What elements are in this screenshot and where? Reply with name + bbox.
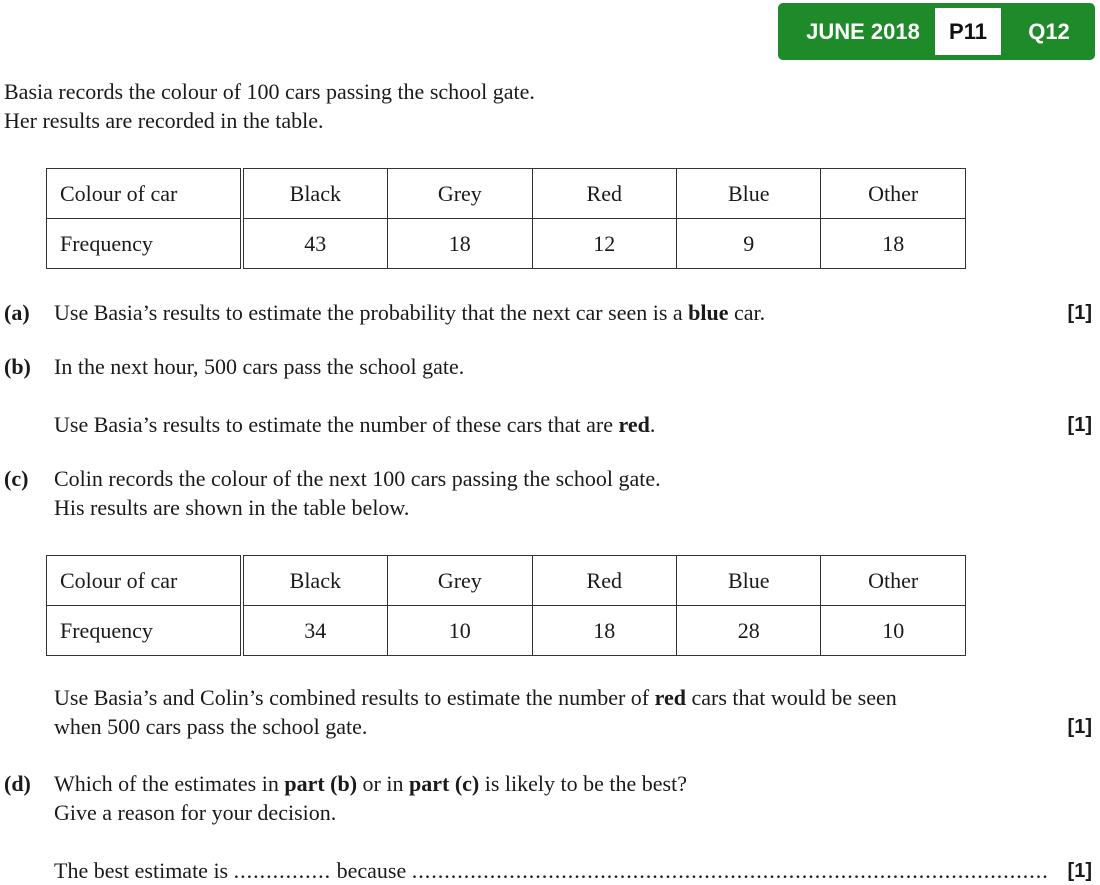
part-d-line-2: Give a reason for your decision.	[54, 800, 337, 825]
part-d-bold-b: part (b)	[284, 771, 358, 796]
table-cell-frequency: 10	[388, 606, 532, 656]
question-badge	[778, 3, 1095, 60]
table-cell-frequency: 28	[676, 606, 820, 656]
table-cell-frequency: 18	[821, 219, 966, 269]
part-c-bold: red	[654, 685, 686, 710]
paper-number: P11	[935, 8, 1001, 55]
part-b-marks: [1]	[1067, 414, 1092, 436]
part-c-text-end: cars that would be seen	[686, 685, 897, 710]
part-c-question-line-1	[54, 684, 897, 712]
table-row-colours	[47, 556, 966, 606]
part-b-bold: red	[618, 412, 650, 437]
part-b-label: (b)	[4, 354, 31, 379]
frequency-table-basia	[46, 168, 966, 269]
table-cell-frequency: 34	[242, 606, 388, 656]
exam-date: JUNE 2018	[806, 19, 920, 44]
part-a-bold: blue	[688, 300, 729, 325]
table-row-frequencies	[47, 219, 966, 269]
part-d-text: Which of the estimates in	[54, 771, 285, 796]
part-c-line-2: His results are shown in the table below.	[54, 495, 410, 520]
table-cell-colour: Black	[242, 556, 388, 606]
part-a-text-end: car.	[728, 300, 766, 325]
table-row-label: Frequency	[47, 606, 242, 656]
intro-line-2: Her results are recorded in the table.	[4, 108, 324, 133]
table-cell-frequency: 9	[676, 219, 820, 269]
answer-because: because	[336, 858, 407, 883]
table-row-frequencies	[47, 606, 966, 656]
table-cell-frequency: 18	[532, 606, 676, 656]
table-row-colours	[47, 169, 966, 219]
part-c-text: Use Basia’s and Colin’s combined results to estimate the number of	[54, 685, 655, 710]
table-cell-frequency: 10	[821, 606, 966, 656]
part-b-line-2	[54, 411, 655, 439]
table-cell-colour: Black	[242, 169, 388, 219]
table-cell-colour: Other	[821, 556, 966, 606]
part-c-marks: [1]	[1067, 716, 1092, 738]
part-d-label: (d)	[4, 771, 31, 796]
table-cell-colour: Grey	[388, 556, 532, 606]
part-c-line-1: Colin records the colour of the next 100 cars passing the school gate.	[54, 466, 661, 491]
part-d-text-mid: or in	[357, 771, 409, 796]
part-c-question-line-2: when 500 cars pass the school gate.	[54, 714, 368, 739]
part-d-answer-line	[54, 857, 1049, 885]
table-cell-colour: Red	[532, 556, 676, 606]
table-cell-colour: Grey	[388, 169, 532, 219]
intro-line-1: Basia records the colour of 100 cars passing the school gate.	[4, 79, 535, 104]
answer-prompt: The best estimate is	[54, 858, 229, 883]
table-row-label: Frequency	[47, 219, 242, 269]
table-cell-colour: Other	[821, 169, 966, 219]
part-d-line-1	[54, 770, 687, 798]
answer-blank-short[interactable]: ...............	[233, 858, 332, 883]
part-b-text: Use Basia’s results to estimate the number of these cars that are	[54, 412, 619, 437]
table-header-label: Colour of car	[47, 169, 242, 219]
table-cell-frequency: 43	[242, 219, 388, 269]
part-a-text: Use Basia’s results to estimate the probability that the next car seen is a	[54, 300, 689, 325]
answer-blank-long[interactable]: ..................................................................................................	[411, 858, 1049, 883]
table-header-label: Colour of car	[47, 556, 242, 606]
part-b-text-end: .	[649, 412, 656, 437]
frequency-table-colin	[46, 555, 966, 656]
table-cell-frequency: 18	[388, 219, 532, 269]
part-d-marks: [1]	[1064, 857, 1092, 885]
part-a-label: (a)	[4, 300, 30, 325]
part-b-line-1: In the next hour, 500 cars pass the school gate.	[54, 354, 465, 379]
part-c-label: (c)	[4, 466, 29, 491]
table-cell-frequency: 12	[532, 219, 676, 269]
part-a-marks: [1]	[1067, 302, 1092, 324]
question-number: Q12	[1028, 19, 1070, 44]
part-a-question	[54, 299, 765, 327]
table-cell-colour: Blue	[676, 169, 820, 219]
part-d-bold-c: part (c)	[409, 771, 480, 796]
table-cell-colour: Blue	[676, 556, 820, 606]
part-d-text-end: is likely to be the best?	[479, 771, 687, 796]
table-cell-colour: Red	[532, 169, 676, 219]
